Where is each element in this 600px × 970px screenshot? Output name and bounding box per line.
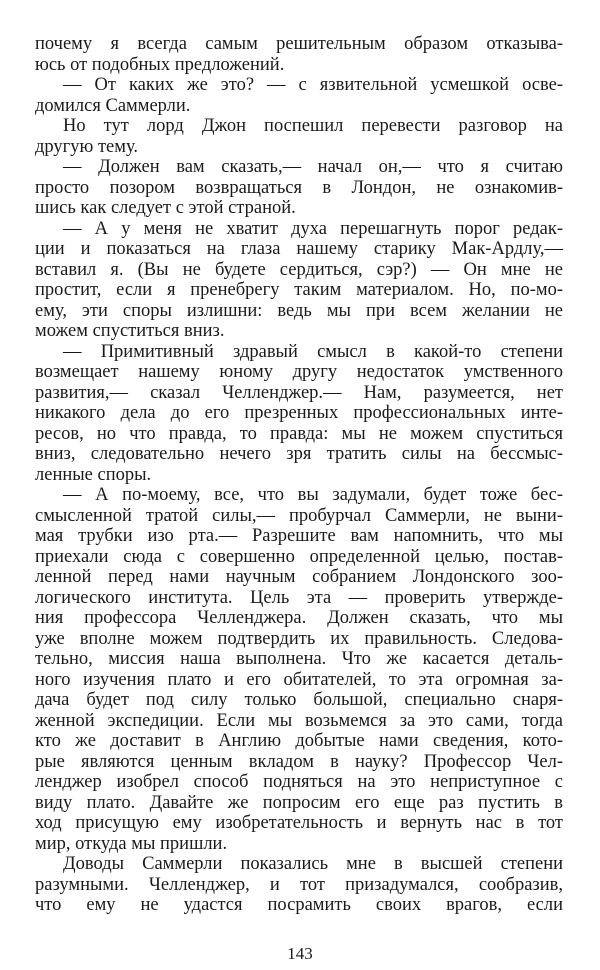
text-line: возмещает нашему юному другу недостаток умственного [35,362,563,382]
page-number: 143 [287,944,313,963]
text-line: можем спуститься вниз. [35,321,225,341]
text-line: логического института. Цель эта — проверить утвержде- [35,587,563,608]
text-line: — А у меня не хватит духа перешагнуть порог редак- [63,218,563,239]
text-line: шись как следует с этой страной. [35,198,296,218]
text-line: ленной перед нами научным собранием Лондонского зоо- [35,567,563,587]
text-line: — От каких же это? — с язвительной усмешкой осве- [63,75,563,95]
paragraph [35,34,563,75]
text-line: приехали сюда с совершенно определенной целью, постав- [35,546,563,567]
text-line: ции и показаться на глаза нашему старику Мак-Ардлу,— [35,239,563,259]
text-line: кто же доставит в Англию добытые нами сведения, кото- [35,731,563,751]
text-line: тельно, миссия наша выполнена. Что же касается деталь- [35,649,563,669]
text-line: рые являются ценным вкладом в науку? Профессор Чел- [35,751,563,772]
text-line: Доводы Саммерли показались мне в высшей степени [63,854,563,874]
text-line: просто позором возвращаться в Лондон, не ознакомив- [35,177,563,198]
text-line: — А по-моему, все, что вы задумали, будет тоже бес- [63,485,563,505]
text-line: смысленной тратой силы,— пробурчал Саммерли, не выни- [35,505,563,526]
paragraph [35,854,563,916]
paragraph [35,485,563,854]
text-line: дача будет под силу только большой, специально снаря- [35,690,563,710]
text-line: вставил я. (Вы не будете сердиться, сэр?) — Он мне не [35,259,563,280]
paragraph [35,116,563,157]
text-line: уже вполне можем подтвердить их правильность. Следова- [35,628,563,649]
text-line: Но тут лорд Джон поспешил перевести разговор на [63,116,563,136]
text-line: ленные споры. [35,464,152,485]
paragraph [35,342,563,486]
text-line: мир, откуда мы пришли. [35,833,228,854]
text-line: юсь от подобных предложений. [35,54,285,75]
text-line: ресов, но что правда, то правда: мы не можем спуститься [35,423,563,444]
text-line: вниз, следовательно нечего зря тратить силы на бессмыс- [35,444,563,464]
text-line: почему я всегда самым решительным образом отказыва- [35,34,563,54]
text-line: виду плато. Давайте же попросим его еще раз пустить в [35,792,563,813]
text-line: разумными. Челленджер, и тот призадумался, сообразив, [35,874,563,895]
text-line: что ему не удастся посрамить своих врагов, если [35,895,563,915]
text-line: ход присущую ему изобретательность и вернуть нас в тот [35,813,563,833]
text-line: другую тему. [35,136,138,157]
text-line: — Должен вам сказать,— начал он,— что я считаю [63,157,563,177]
text-line: ленджер изобрел способ подняться на это неприступное с [35,772,563,792]
text-line: домился Саммерли. [35,95,191,116]
text-line: ему, эти споры излишни: ведь мы при всем желании не [35,300,563,321]
text-line: развития,— сказал Челленджер.— Нам, разумеется, нет [35,382,563,403]
page-body-text [35,34,563,916]
paragraph [35,219,563,342]
text-line: женной экспедиции. Если мы возьмемся за это сами, тогда [35,710,563,731]
text-line: мая трубки изо рта.— Разрешите вам напомнить, что мы [35,526,563,546]
text-line: ния профессора Челленджера. Должен сказать, что мы [35,608,563,628]
text-line: ного изучения плато и его обитателей, то эта огромная за- [35,669,563,690]
text-line: никакого дела до его презренных профессиональных инте- [35,403,563,423]
text-line: простит, если я пренебрегу таким материалом. Но, по-мо- [35,280,563,300]
paragraph [35,75,563,116]
paragraph [35,157,563,219]
text-line: — Примитивный здравый смысл в какой-то степени [63,341,563,362]
